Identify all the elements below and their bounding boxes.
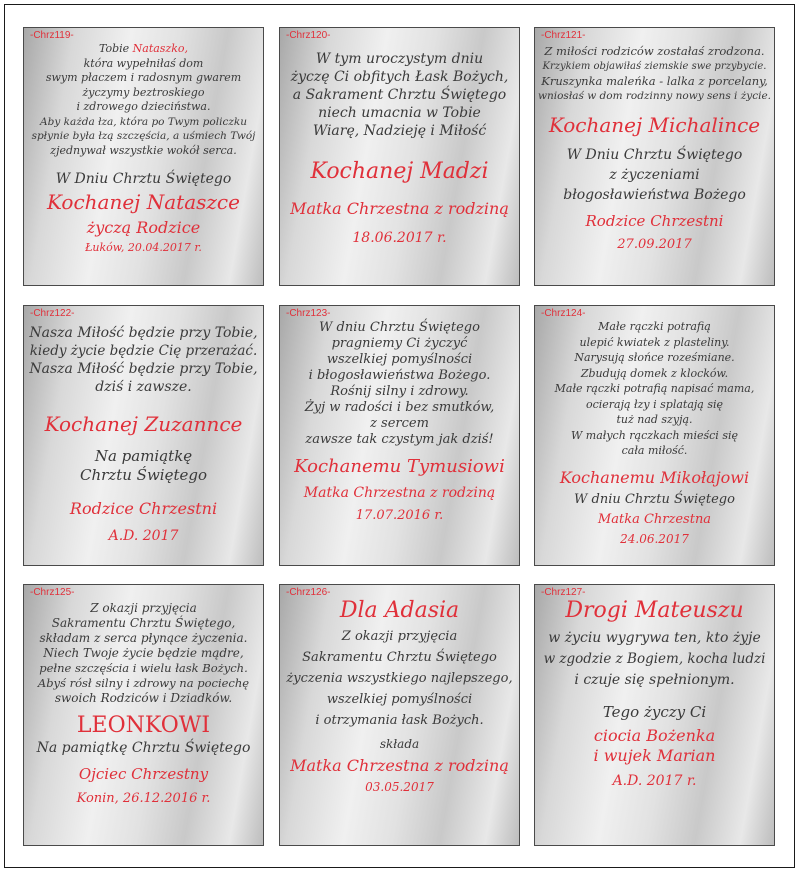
plate-code: -Chrz124- — [541, 308, 586, 319]
verse-line: Niech Twoje życie będzie mądre, — [43, 646, 244, 660]
wish-line: W dniu Chrztu Świętego — [574, 491, 735, 507]
verse-line: Sakramentu Chrztu Świętego — [302, 650, 497, 665]
verse-line: spłynie była łzą szczęścia, a uśmiech Twój — [31, 130, 256, 142]
verse-line: swoich Rodziców i Dziadków. — [54, 691, 233, 705]
verse-line: Z miłości rodziców zostałaś zrodzona. — [544, 44, 765, 58]
verse-line: z sercem — [370, 416, 429, 431]
wish-line: Chrztu Świętego — [80, 466, 207, 484]
wish-line: błogosławieństwa Bożego — [563, 187, 746, 203]
verse-line: kiedy życie będzie Cię przerażać. — [29, 343, 258, 359]
wish-line: Na pamiątkę — [94, 447, 193, 465]
plate-chrz124 — [534, 305, 775, 566]
verse-line: Małe rączki potrafią napisać mama, — [554, 382, 755, 395]
verse-line: Nasza Miłość będzie przy Tobie, — [29, 361, 258, 377]
plate-chrz121 — [534, 27, 775, 286]
verse-line: pełne szczęścia i wielu łask Bożych. — [39, 661, 248, 675]
recipient-name: Kochanej Madzi — [310, 159, 489, 184]
verse-line: Rośnij silny i zdrowy. — [330, 384, 469, 399]
plate-chrz125 — [23, 584, 264, 846]
sender-line: życzą Rodzice — [86, 218, 201, 237]
verse-line: dziś i zawsze. — [95, 379, 192, 395]
date-line: 03.05.2017 — [365, 780, 434, 794]
plate-code: -Chrz123- — [286, 308, 331, 319]
plate-code: -Chrz120- — [286, 30, 331, 41]
plate-chrz120 — [279, 27, 520, 286]
date-line: 24.06.2017 — [620, 531, 689, 546]
recipient-name: Dla Adasia — [339, 598, 460, 623]
recipient-name: Kochanemu Mikołajowi — [559, 467, 750, 487]
date-line: 27.09.2017 — [617, 237, 692, 252]
recipient-name: Kochanemu Tymusiowi — [294, 456, 505, 477]
recipient-name: Kochanej Michalince — [548, 113, 761, 137]
verse-line: w życiu wygrywa ten, kto żyje — [548, 630, 761, 646]
verse-line: pragniemy Ci życzyć — [331, 336, 468, 351]
verse-line: i czuje się spełnionym. — [574, 672, 735, 688]
verse-line: życzymy beztroskiego — [82, 85, 205, 99]
verse-line: a Sakrament Chrztu Świętego — [292, 87, 507, 103]
verse-line: cała miłość. — [621, 444, 688, 457]
verse-line: i otrzymania łask Bożych. — [315, 713, 484, 728]
plate-code: -Chrz127- — [541, 587, 586, 598]
verse-line: Wiarę, Nadzieję i Miłość — [312, 123, 487, 139]
verse-line: Sakramentu Chrztu Świętego, — [51, 616, 236, 630]
occasion-line: W Dniu Chrztu Świętego — [55, 171, 232, 187]
verse-line: składam z serca płynące życzenia. — [39, 631, 248, 645]
verse-line: wszelkiej pomyślności — [326, 692, 473, 707]
wish-line: Na pamiątkę Chrztu Świętego — [36, 740, 251, 756]
verse-line: swym płaczem i radosnym gwarem — [45, 71, 242, 84]
verse-line: Aby każda łza, która po Twym policzku — [40, 115, 247, 128]
verse-line: wszelkiej pomyślności — [326, 352, 473, 367]
verse-line: Z okazji przyjęcia — [90, 601, 197, 615]
plate-code: -Chrz121- — [541, 30, 586, 41]
plate-chrz123 — [279, 305, 520, 566]
verse-line: Kruszynka maleńka - lalka z porcelany, — [541, 74, 768, 88]
verse-line: zjednywał wszystkie wokół serca. — [50, 143, 237, 157]
verse-line: tuż nad szyją. — [616, 413, 693, 426]
sender-line: i wujek Marian — [593, 746, 716, 765]
verse-line: W dniu Chrztu Świętego — [319, 320, 480, 335]
date-line: 18.06.2017 r. — [352, 230, 447, 246]
verse-line: ocierają łzy i splatają się — [585, 397, 724, 411]
verse-line: życzenia wszystkiego najlepszego, — [286, 671, 513, 686]
verse-line: Tobie Nataszko, — [98, 42, 189, 55]
verse-line: i błogosławieństwa Bożego. — [308, 368, 491, 383]
signature-word: składa — [379, 737, 420, 751]
recipient-name: Kochanej Nataszce — [47, 190, 240, 214]
plate-code: -Chrz119- — [30, 30, 74, 41]
sender-line: Rodzice Chrzestni — [585, 212, 724, 230]
sender-line: ciocia Bożenka — [593, 726, 716, 745]
date-line: A.D. 2017 — [108, 528, 179, 544]
verse-line: Małe rączki potrafią — [598, 320, 711, 333]
verse-line: życzę Ci obfitych Łask Bożych, — [290, 69, 509, 85]
verse-line: Krzykiem objawiłaś ziemskie swe przybycie. — [542, 61, 767, 72]
verse-line: w zgodzie z Bogiem, kocha ludzi — [543, 651, 766, 667]
wish-line: W Dniu Chrztu Świętego — [566, 147, 743, 163]
verse-line: Narysują słońce roześmiane. — [574, 351, 735, 364]
plate-chrz127 — [534, 584, 775, 846]
plate-code: -Chrz125- — [30, 587, 75, 598]
verse-line: ulepić kwiatek z plasteliny. — [579, 335, 730, 349]
verse-line: wniosłaś w dom rodzinny nowy sens i życie. — [538, 90, 771, 102]
recipient-name-inline: Nataszko, — [132, 42, 189, 55]
sender-line: Matka Chrzestna z rodziną — [303, 485, 496, 501]
date-line: A.D. 2017 r. — [612, 773, 697, 789]
recipient-name: Drogi Mateuszu — [565, 598, 744, 623]
verse-line: zawsze tak czystym jak dziś! — [305, 432, 494, 447]
verse-line: Żyj w radości i bez smutków, — [304, 400, 495, 415]
sender-line: Matka Chrzestna — [597, 511, 712, 527]
verse-line: Nasza Miłość będzie przy Tobie, — [29, 325, 258, 341]
verse-line: niech umacnia w Tobie — [318, 105, 481, 121]
plate-code: -Chrz126- — [286, 587, 331, 598]
plate-code: -Chrz122- — [30, 308, 75, 319]
sender-line: Matka Chrzestna z rodziną — [290, 199, 509, 218]
recipient-name: Kochanej Zuzannce — [44, 412, 243, 436]
verse-line: która wypełniłaś dom — [83, 56, 204, 70]
verse-line: i zdrowego dzieciństwa. — [76, 100, 211, 113]
sender-line: Rodzice Chrzestni — [69, 499, 218, 518]
verse-line: Zbudują domek z klocków. — [580, 366, 729, 380]
verse-line: Abyś rósł silny i zdrowy na pociechę — [37, 676, 250, 690]
sender-line: Ojciec Chrzestny — [78, 765, 209, 783]
plate-chrz122 — [23, 305, 264, 566]
verse-line: W tym uroczystym dniu — [315, 51, 484, 67]
recipient-name: LEONKOWI — [76, 713, 211, 738]
date-line: Konin, 26.12.2016 r. — [76, 791, 211, 806]
date-line: 17.07.2016 r. — [355, 508, 444, 523]
plate-chrz126 — [279, 584, 520, 846]
wish-line: z życzeniami — [609, 167, 700, 183]
sender-line: Matka Chrzestna z rodziną — [290, 756, 509, 775]
wish-line: Tego życzy Ci — [602, 703, 707, 721]
plate-chrz119 — [23, 27, 264, 286]
date-line: Łuków, 20.04.2017 r. — [85, 241, 202, 254]
verse-line: Z okazji przyjęcia — [341, 629, 458, 644]
verse-line: W małych rączkach mieści się — [570, 428, 738, 442]
